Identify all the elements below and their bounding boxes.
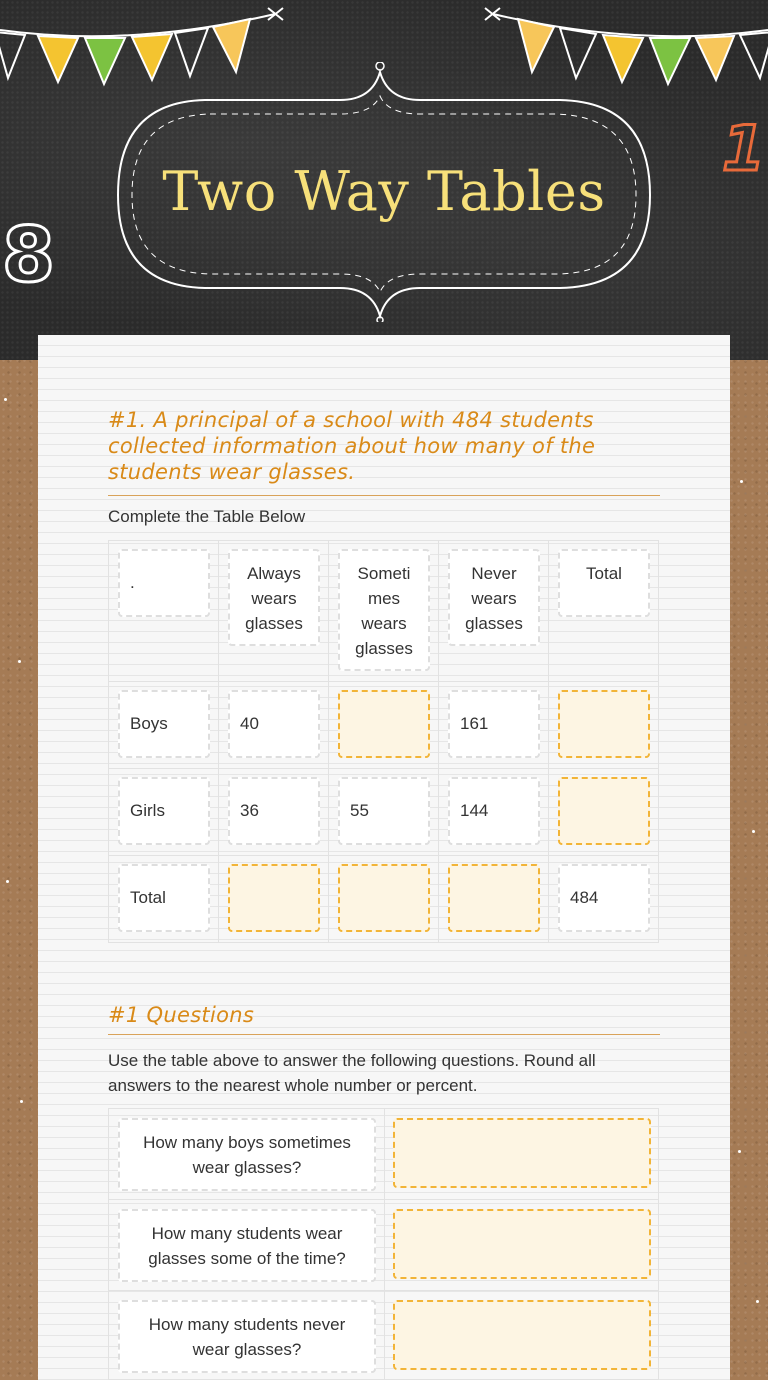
table-cell [219,856,329,942]
table-cell [329,682,439,769]
worksheet-paper [38,335,730,1380]
table-cell [439,856,549,942]
cell-girls-sometimes: 55 [338,777,430,845]
question-row [109,1109,658,1200]
dot-decoration [740,480,743,483]
answer-input[interactable] [393,1209,651,1279]
table-cell [549,769,659,856]
table-cell [439,682,549,769]
dot-decoration [18,660,21,663]
table-instruction: Complete the Table Below [108,507,306,526]
input-boys-sometimes[interactable] [338,690,430,758]
answer-input[interactable] [393,1118,651,1188]
table-row-label-cell [109,682,219,769]
table-header-cell [109,541,219,682]
table-header-cell [329,541,439,682]
dot-decoration [4,398,7,401]
row-label-girls: Girls [118,777,210,845]
table-cell [329,856,439,942]
table-cell [549,682,659,769]
table-header-cell [439,541,549,682]
questions-table [108,1108,659,1380]
questions-instruction: Use the table above to answer the following questions. Round all answers to the nearest whole number or percent. [108,1051,596,1095]
dot-decoration [20,1100,23,1103]
question-row [109,1291,658,1380]
header-always: Always wears glasses [228,549,320,646]
chalkboard-header [0,0,768,360]
table-header-cell [549,541,659,682]
questions-heading: #1 Questions [108,1002,660,1035]
input-total-sometimes[interactable] [338,864,430,932]
column-divider [384,1291,385,1380]
input-girls-total[interactable] [558,777,650,845]
problem-heading: #1. A principal of a school with 484 students collected information about how many of the students wear glasses. [108,407,660,496]
table-cell [549,856,659,942]
header-never: Never wears glasses [448,549,540,646]
table-cell [439,769,549,856]
page-title: Two Way Tables [162,160,606,223]
table-cell [219,769,329,856]
dot-decoration [756,1300,759,1303]
question-row [109,1200,658,1291]
cell-boys-always: 40 [228,690,320,758]
answer-input[interactable] [393,1300,651,1370]
header-blank: . [118,549,210,617]
dot-decoration [738,1150,741,1153]
numeral-eight-decoration: 8 [2,210,55,299]
input-total-always[interactable] [228,864,320,932]
column-divider [384,1109,385,1199]
cell-girls-never: 144 [448,777,540,845]
cell-grand-total: 484 [558,864,650,932]
row-label-boys: Boys [118,690,210,758]
table-header-cell [219,541,329,682]
two-way-table [108,540,659,943]
header-sometimes: Someti mes wears glasses [338,549,430,671]
dot-decoration [6,880,9,883]
table-cell [219,682,329,769]
question-text: How many boys sometimes wear glasses? [118,1118,376,1191]
header-total: Total [558,549,650,617]
table-row-label-cell [109,769,219,856]
cell-girls-always: 36 [228,777,320,845]
dot-decoration [752,830,755,833]
question-text: How many students never wear glasses? [118,1300,376,1373]
numeral-one-decoration: 1 [722,112,766,185]
column-divider [384,1200,385,1290]
row-label-total: Total [118,864,210,932]
table-row-label-cell [109,856,219,942]
question-text: How many students wear glasses some of the time? [118,1209,376,1282]
input-boys-total[interactable] [558,690,650,758]
table-cell [329,769,439,856]
input-total-never[interactable] [448,864,540,932]
cell-boys-never: 161 [448,690,540,758]
